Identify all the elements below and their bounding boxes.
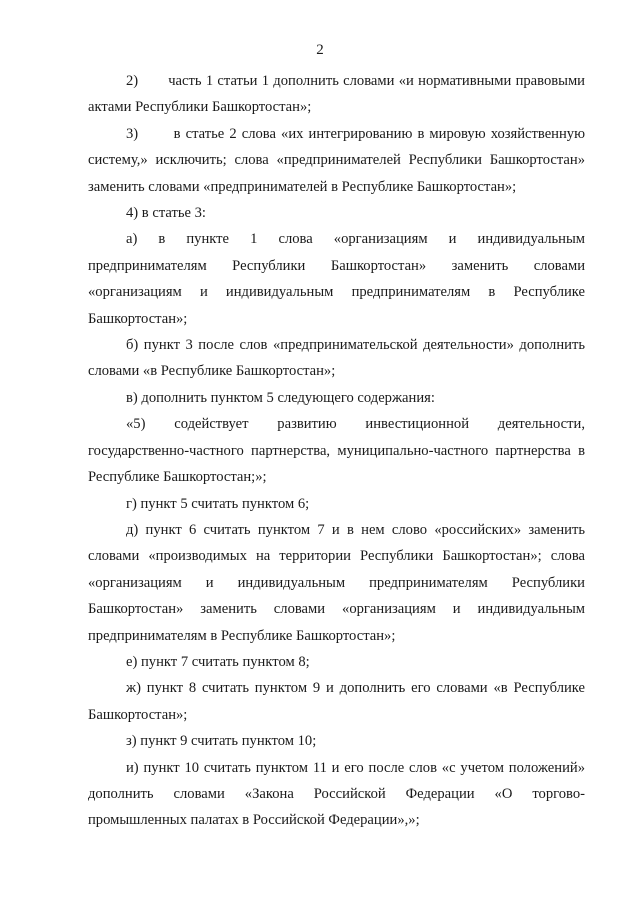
- subparagraph-i: и) пункт 10 считать пунктом 11 и его после слов «с учетом положений» дополнить словами «Закона Российской Федерации «О торгово-промышленных палатах в Российской Федерации»,»;: [88, 759, 585, 829]
- subparagraph-b: б) пункт 3 после слов «предпринимательской деятельности» дополнить словами «в Республике Башкортостан»;: [88, 337, 585, 380]
- subparagraph-z: з) пункт 9 считать пунктом 10;: [126, 733, 317, 750]
- subparagraph-d: д) пункт 6 считать пунктом 7 и в нем слово «российских» заменить словами «производимых на территории Республики Башкортостан»; слова «организациям и индивидуальным предпринимателям Республики Башкортостан» заменить словами «организациям и индивидуальным предпринимателям в Республике Башкортостан»;: [88, 521, 585, 644]
- subparagraph-g: г) пункт 5 считать пунктом 6;: [126, 495, 310, 512]
- subparagraph-v: в) дополнить пунктом 5 следующего содержания:: [126, 389, 435, 406]
- subparagraph-zh: ж) пункт 8 считать пунктом 9 и дополнить его словами «в Республике Башкортостан»;: [88, 680, 585, 723]
- paragraph-3-article-2: 3) в статье 2 слова «их интегрированию в мировую хозяйственную систему,» исключить; слова «предпринимателей Республики Башкортостан» заменить словами «предпринимателей в Республике Башкортостан»;: [88, 125, 585, 195]
- page-number: 2: [316, 42, 324, 58]
- paragraph-2-part-1-article-1: 2) часть 1 статьи 1 дополнить словами «и нормативными правовыми актами Республики Башкортостан»;: [88, 73, 585, 116]
- quoted-item-5: «5) содействует развитию инвестиционной деятельности, государственно-частного партнерства, муниципально-частного партнерства в Республике Башкортостан;»;: [88, 416, 585, 486]
- subparagraph-a: а) в пункте 1 слова «организациям и индивидуальным предпринимателям Республики Башкортостан» заменить словами «организациям и индивидуальным предпринимателям в Республике Башкортостан»;: [88, 231, 585, 327]
- document-body: [88, 68, 585, 834]
- subparagraph-e: е) пункт 7 считать пунктом 8;: [126, 653, 310, 670]
- paragraph-4-article-3: 4) в статье 3:: [126, 205, 206, 222]
